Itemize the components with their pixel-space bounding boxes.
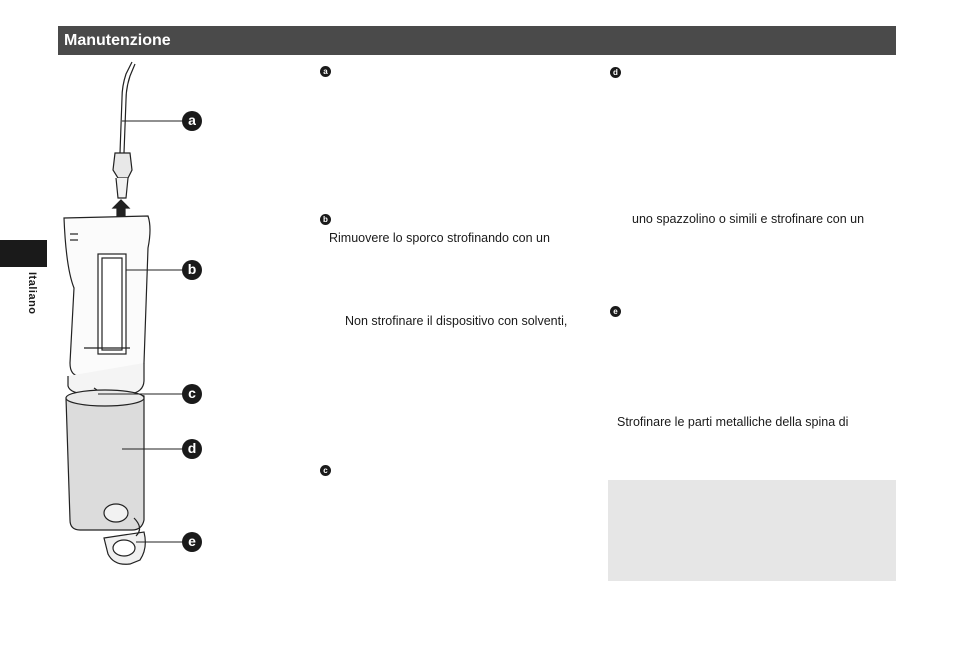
removal-arrow	[113, 200, 129, 216]
step-b-badge: b	[320, 214, 331, 225]
language-tab	[0, 240, 47, 267]
language-label: Italiano	[26, 272, 38, 315]
callout-a: a	[182, 111, 202, 131]
section-header	[58, 26, 896, 55]
step-d-badge: d	[610, 67, 621, 78]
callout-c: c	[182, 384, 202, 404]
callout-b: b	[182, 260, 202, 280]
product-illustration	[60, 58, 220, 578]
step-c-badge: c	[320, 465, 331, 476]
section-title: Manutenzione	[64, 32, 171, 49]
step-e-badge: e	[610, 306, 621, 317]
step-b-text-2: Non strofinare il dispositivo con solventi,	[345, 314, 568, 328]
step-b-text-1: Rimuovere lo sporco strofinando con un	[329, 231, 550, 245]
step-d-text-1: uno spazzolino o simili e strofinare con un	[632, 212, 865, 226]
callout-d: d	[182, 439, 202, 459]
note-box	[608, 480, 896, 581]
step-a-badge: a	[320, 66, 331, 77]
callout-e: e	[182, 532, 202, 552]
irrigator-drawing	[60, 58, 220, 578]
step-e-text-1: Strofinare le parti metalliche della spina di	[617, 415, 849, 429]
nozzle-base	[113, 153, 132, 178]
